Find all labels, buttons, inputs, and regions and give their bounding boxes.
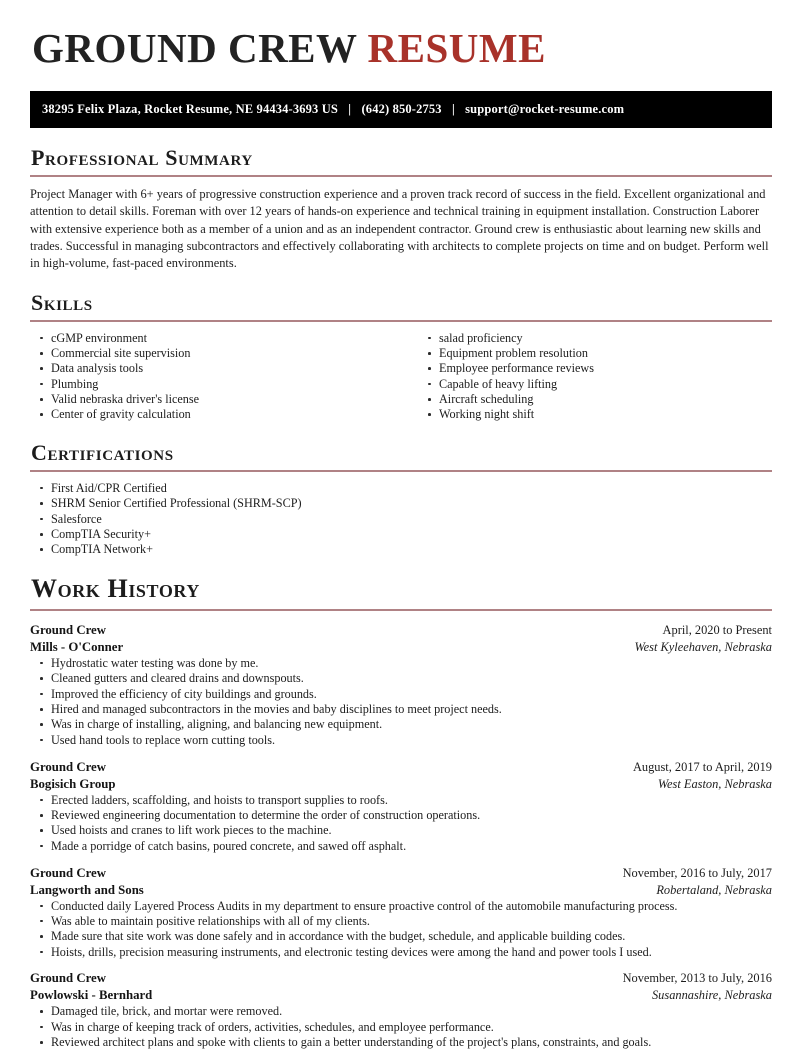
list-item: Hired and managed subcontractors in the movies and baby disciplines to meet project needs. xyxy=(30,702,772,717)
contact-phone[interactable]: (642) 850-2753 xyxy=(361,102,442,116)
list-item: Working night shift xyxy=(418,407,772,422)
list-item: Made a porridge of catch basins, poured concrete, and sawed off asphalt. xyxy=(30,839,772,854)
job-bullet-list xyxy=(30,899,772,960)
job-date: November, 2013 to July, 2016 xyxy=(622,971,772,986)
professional-summary-text: Project Manager with 6+ years of progressive construction experience and a proven track record of success in the field. Excellent organizational and attention to detail skills. Foreman with over 12 years of hands-on experience and technical training in equipment installation. Construction Laborer with extensive experience both as a member of a union and as an independent contractor. Ground crew is enthusiastic about learning new skills and trades. Successful in managing subcontractors and effectively collaborating with architects to complete projects on time and on budget. Perform well in high-volume, fast-paced environments. xyxy=(30,187,769,271)
resume-body xyxy=(30,146,772,1050)
job-location: Robertaland, Nebraska xyxy=(656,882,772,897)
job-date: April, 2020 to Present xyxy=(662,622,772,637)
work-history-entry xyxy=(30,759,772,854)
contact-bar xyxy=(30,91,772,128)
certifications-list xyxy=(30,481,772,557)
list-item: CompTIA Security+ xyxy=(30,527,772,542)
list-item: Erected ladders, scaffolding, and hoists to transport supplies to roofs. xyxy=(30,793,772,808)
job-subheader-row xyxy=(30,639,772,656)
list-item: Employee performance reviews xyxy=(418,361,772,376)
list-item: Improved the efficiency of city buildings and grounds. xyxy=(30,687,772,702)
list-item: Capable of heavy lifting xyxy=(418,377,772,392)
job-location: Susannashire, Nebraska xyxy=(651,988,772,1003)
section-work-history xyxy=(30,575,772,1050)
job-bullet-list xyxy=(30,793,772,854)
job-header-row xyxy=(30,865,772,882)
list-item: Damaged tile, brick, and mortar were removed. xyxy=(30,1004,772,1019)
section-heading-certifications: Certifications xyxy=(31,439,174,465)
job-subheader-row xyxy=(30,987,772,1004)
job-company: Mills - O'Conner xyxy=(30,639,124,654)
list-item: Hydrostatic water testing was done by me. xyxy=(30,656,772,671)
list-item: Was able to maintain positive relationships with all of my clients. xyxy=(30,914,772,929)
work-history-entry xyxy=(30,622,772,748)
list-item: Aircraft scheduling xyxy=(418,392,772,407)
list-item: Made sure that site work was done safely and in accordance with the budget, schedule, and applicable building codes. xyxy=(30,929,772,944)
list-item: Used hoists and cranes to lift work pieces to the machine. xyxy=(30,823,772,838)
list-item: Was in charge of keeping track of orders, activities, schedules, and employee performance. xyxy=(30,1020,772,1035)
job-subheader-row xyxy=(30,776,772,793)
list-item: Commercial site supervision xyxy=(30,346,401,361)
job-company: Bogisich Group xyxy=(30,776,116,791)
job-subheader-row xyxy=(30,882,772,899)
work-history-entry xyxy=(30,865,772,960)
job-location: West Kyleehaven, Nebraska xyxy=(634,639,772,654)
list-item: Was in charge of installing, aligning, and balancing new equipment. xyxy=(30,717,772,732)
skills-column-right xyxy=(401,331,772,423)
list-item: salad proficiency xyxy=(418,331,772,346)
job-date: August, 2017 to April, 2019 xyxy=(632,759,772,774)
job-company: Langworth and Sons xyxy=(30,882,144,897)
section-rule-certifications xyxy=(30,470,772,472)
job-bullet-list xyxy=(30,1004,772,1050)
section-rule-skills xyxy=(30,320,772,322)
contact-bar-wrapper xyxy=(30,91,772,128)
list-item: Cleaned gutters and cleared drains and downspouts. xyxy=(30,671,772,686)
skills-column-left xyxy=(30,331,401,423)
skills-list-left xyxy=(30,331,401,422)
job-title: Ground Crew xyxy=(30,865,106,880)
section-skills xyxy=(30,291,772,423)
page-title xyxy=(32,0,772,69)
contact-separator-1: | xyxy=(348,102,352,116)
job-title: Ground Crew xyxy=(30,971,106,986)
list-item: cGMP environment xyxy=(30,331,401,346)
section-rule-work-history xyxy=(30,609,772,611)
list-item: Data analysis tools xyxy=(30,361,401,376)
page-title-main: GROUND CREW xyxy=(32,25,357,71)
page-title-accent: RESUME xyxy=(367,25,546,71)
job-header-row xyxy=(30,622,772,639)
contact-email[interactable]: support@rocket-resume.com xyxy=(465,102,625,116)
list-item: Hoists, drills, precision measuring instruments, and electronic testing devices were among the hand and power tools I used. xyxy=(30,945,772,960)
list-item: Center of gravity calculation xyxy=(30,407,401,422)
job-title: Ground Crew xyxy=(30,759,106,774)
section-professional-summary xyxy=(30,146,772,273)
contact-separator-2: | xyxy=(451,102,455,116)
list-item: Reviewed architect plans and spoke with clients to gain a better understanding of the project's plans, constraints, and goals. xyxy=(30,1035,772,1050)
list-item: Valid nebraska driver's license xyxy=(30,392,401,407)
job-bullet-list xyxy=(30,656,772,748)
list-item: Plumbing xyxy=(30,377,401,392)
skills-columns xyxy=(30,331,772,423)
section-heading-work-history: Work History xyxy=(31,574,200,604)
list-item: Equipment problem resolution xyxy=(418,346,772,361)
skills-list-right xyxy=(418,331,772,422)
job-date: November, 2016 to July, 2017 xyxy=(622,865,772,880)
section-heading-professional-summary: Professional Summary xyxy=(31,145,253,170)
work-history-entry xyxy=(30,970,772,1050)
job-title: Ground Crew xyxy=(30,622,106,637)
section-rule-professional-summary xyxy=(30,175,772,177)
list-item: Salesforce xyxy=(30,512,772,527)
section-certifications xyxy=(30,441,772,558)
list-item: Conducted daily Layered Process Audits in my department to ensure proactive control of the automobile manufacturing process. xyxy=(30,899,772,914)
list-item: SHRM Senior Certified Professional (SHRM-SCP) xyxy=(30,496,772,511)
section-heading-skills: Skills xyxy=(31,289,93,315)
job-company: Powlowski - Bernhard xyxy=(30,988,153,1003)
list-item: First Aid/CPR Certified xyxy=(30,481,772,496)
contact-address: 38295 Felix Plaza, Rocket Resume, NE 94434-3693 US xyxy=(42,102,339,116)
list-item: Used hand tools to replace worn cutting tools. xyxy=(30,733,772,748)
job-location: West Easton, Nebraska xyxy=(657,776,772,791)
list-item: CompTIA Network+ xyxy=(30,542,772,557)
job-header-row xyxy=(30,759,772,776)
list-item: Reviewed engineering documentation to determine the order of construction operations. xyxy=(30,808,772,823)
job-header-row xyxy=(30,970,772,987)
resume-content xyxy=(30,0,772,69)
